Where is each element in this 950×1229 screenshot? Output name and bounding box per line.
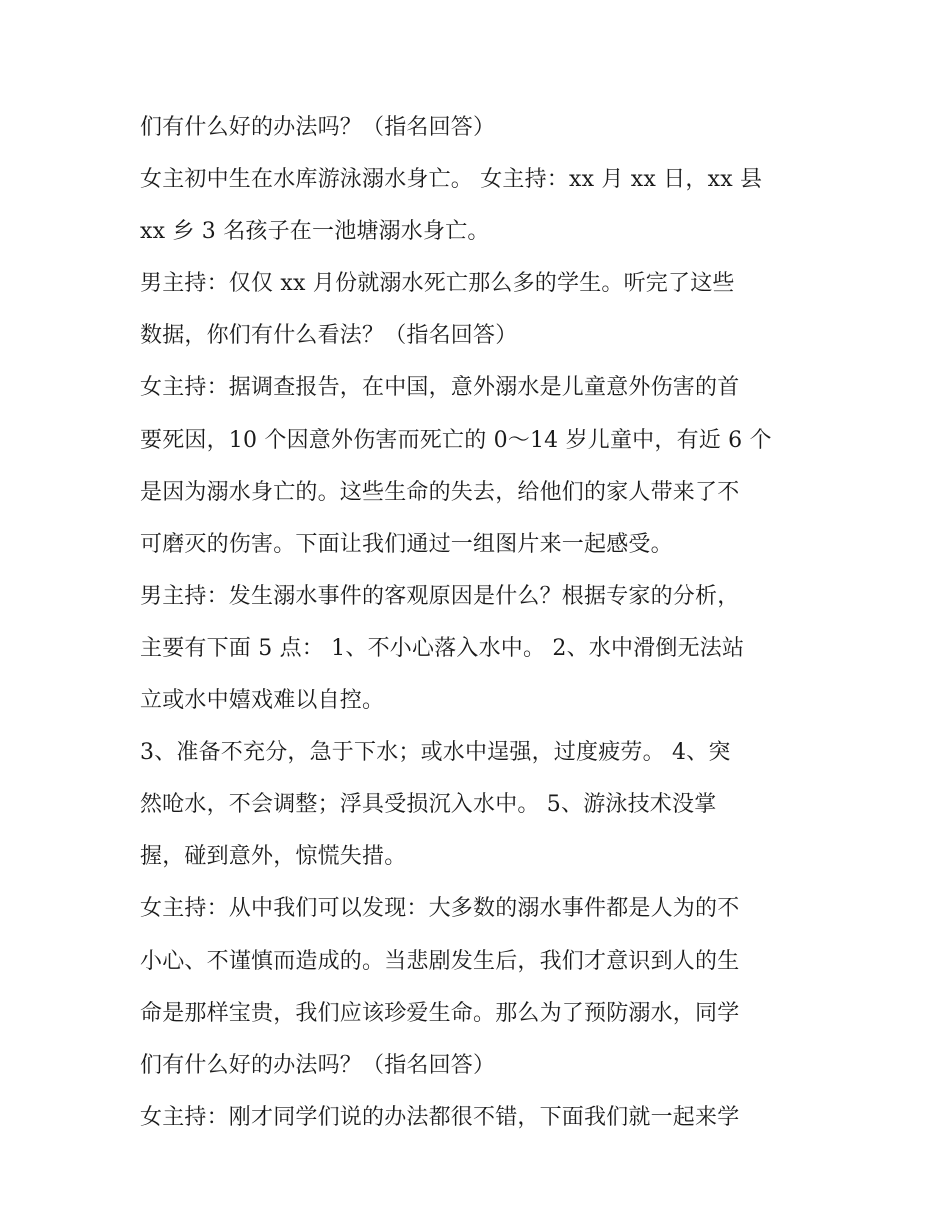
text-line: 女主持：据调查报告，在中国，意外溺水是儿童意外伤害的首 [140, 375, 740, 401]
document-body [140, 102, 820, 1144]
text-line: 们有什么好的办法吗？（指名回答） [140, 115, 496, 140]
text-line: 要死因，10 个因意外伤害而死亡的 0～14 岁儿童中，有近 6 个 [140, 427, 772, 453]
text-line: 然呛水，不会调整；浮具受损沉入水中。 5、游泳技术没掌 [140, 792, 717, 818]
text-line: 小心、不谨慎而造成的。当悲剧发生后，我们才意识到人的生 [140, 948, 740, 974]
text-line: 可磨灭的伤害。下面让我们通过一组图片来一起感受。 [140, 531, 673, 557]
text-line: 握，碰到意外，惊慌失措。 [140, 844, 407, 870]
text-line: 女主初中生在水库游泳溺水身亡。 女主持：xx 月 xx 日，xx 县 [140, 167, 763, 193]
text-line: 立或水中嬉戏难以自控。 [140, 688, 385, 714]
text-line: 女主持：刚才同学们说的办法都很不错，下面我们就一起来学 [140, 1104, 740, 1130]
text-line: 命是那样宝贵，我们应该珍爱生命。那么为了预防溺水，同学 [140, 1000, 740, 1026]
text-line: 男主持：发生溺水事件的客观原因是什么？根据专家的分析， [140, 583, 740, 609]
text-line: 是因为溺水身亡的。这些生命的失去，给他们的家人带来了不 [140, 479, 740, 505]
text-line: 男主持：仅仅 xx 月份就溺水死亡那么多的学生。听完了这些 [140, 271, 735, 297]
text-line: 女主持：从中我们可以发现：大多数的溺水事件都是人为的不 [140, 896, 740, 922]
text-line: 们有什么好的办法吗？（指名回答） [140, 1052, 496, 1078]
text-line: xx 乡 3 名孩子在一池塘溺水身亡。 [140, 219, 490, 245]
text-line: 数据，你们有什么看法？（指名回答） [140, 323, 518, 349]
text-line: 主要有下面 5 点： 1、不小心落入水中。 2、水中滑倒无法站 [140, 635, 745, 661]
text-line: 3、准备不充分，急于下水；或水中逞强，过度疲劳。 4、突 [140, 740, 731, 766]
